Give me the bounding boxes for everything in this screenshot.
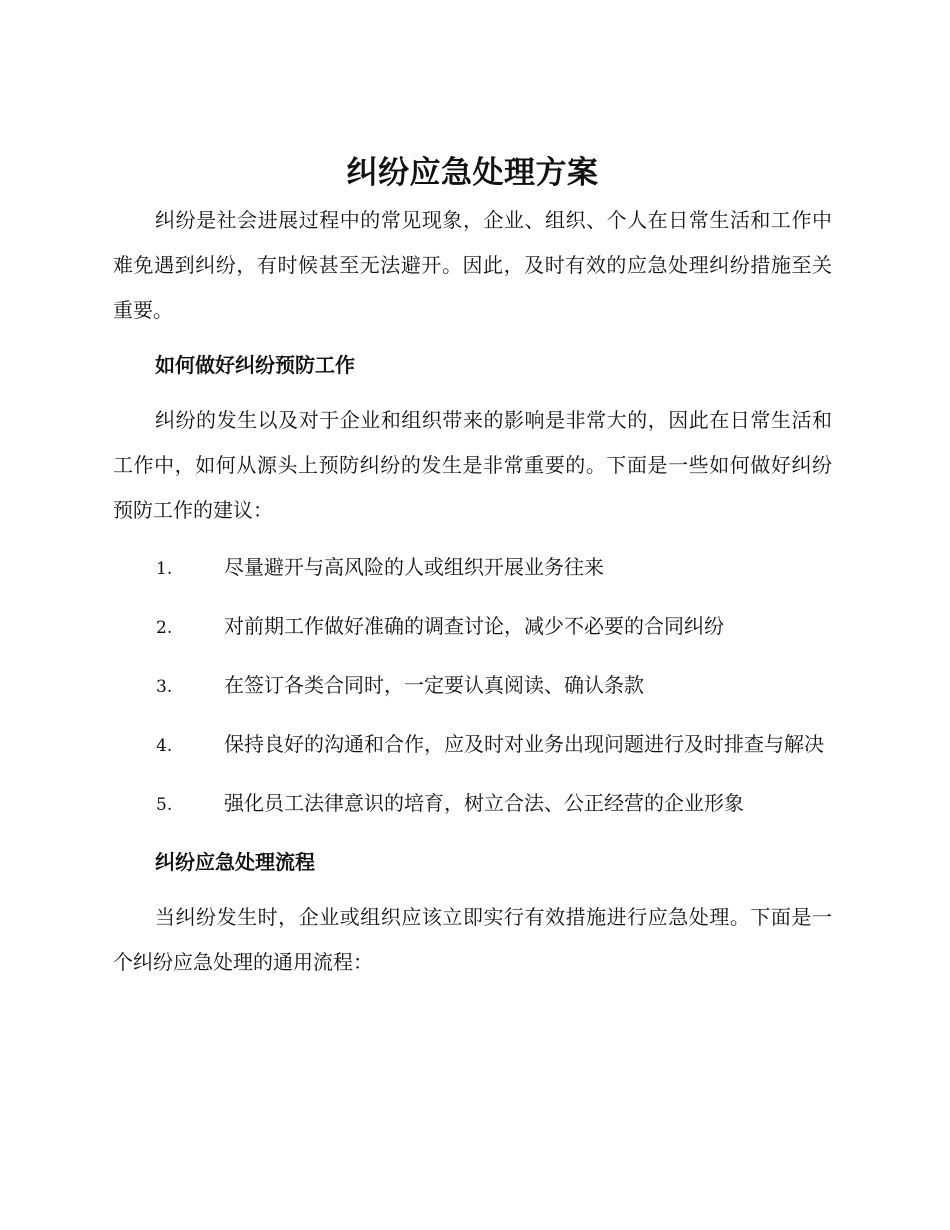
list-item-text: 在签订各类合同时，一定要认真阅读、确认条款 xyxy=(224,673,644,697)
list-item-text: 对前期工作做好准确的调查讨论，减少不必要的合同纠纷 xyxy=(224,614,724,638)
list-item xyxy=(113,722,832,769)
list-item-number: 5. xyxy=(156,795,173,815)
list-item xyxy=(113,781,832,828)
list-item-number: 3. xyxy=(156,677,173,697)
intro-paragraph: 纠纷是社会进展过程中的常见现象，企业、组织、个人在日常生活和工作中难免遇到纠纷，有时候甚至无法避开。因此，及时有效的应急处理纠纷措施至关重要。 xyxy=(113,208,832,322)
prevention-paragraph: 纠纷的发生以及对于企业和组织带来的影响是非常大的，因此在日常生活和工作中，如何从源头上预防纠纷的发生是非常重要的。下面是一些如何做好纠纷预防工作的建议： xyxy=(113,408,832,522)
document-title: 纠纷应急处理方案 xyxy=(346,155,599,191)
emergency-process-paragraph: 当纠纷发生时，企业或组织应该立即实行有效措施进行应急处理。下面是一个纠纷应急处理的通用流程： xyxy=(113,905,832,974)
list-item xyxy=(113,604,832,651)
list-item-number: 2. xyxy=(156,618,173,638)
list-item xyxy=(113,663,832,710)
prevention-list xyxy=(113,545,832,828)
list-item-number: 4. xyxy=(156,736,173,756)
list-item-text: 保持良好的沟通和合作，应及时对业务出现问题进行及时排查与解决 xyxy=(224,732,824,756)
section-heading-emergency-process: 纠纷应急处理流程 xyxy=(155,850,315,874)
section-heading-prevention: 如何做好纠纷预防工作 xyxy=(155,353,355,377)
list-item-number: 1. xyxy=(156,559,173,579)
list-item-text: 强化员工法律意识的培育，树立合法、公正经营的企业形象 xyxy=(224,791,744,815)
list-item xyxy=(113,545,832,592)
list-item-text: 尽量避开与高风险的人或组织开展业务往来 xyxy=(224,555,604,579)
